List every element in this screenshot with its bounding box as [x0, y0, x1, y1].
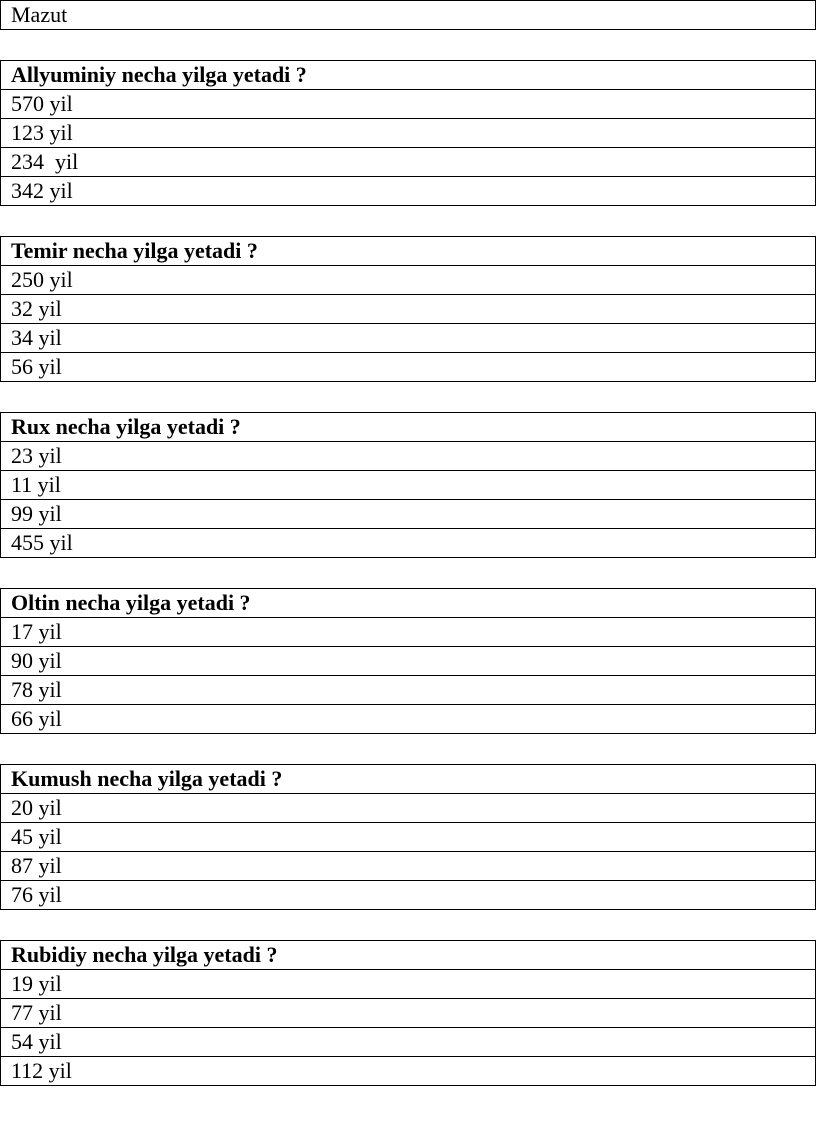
answer-cell: 342 yil [1, 177, 816, 206]
table-row [1, 529, 816, 558]
question-cell: Temir necha yilga yetadi ? [1, 237, 816, 266]
table-row [1, 471, 816, 500]
table-row [1, 970, 816, 999]
table-row [1, 852, 816, 881]
answer-cell: Mazut [1, 1, 816, 30]
table-row [1, 794, 816, 823]
table-row [1, 353, 816, 382]
answer-cell: 54 yil [1, 1028, 816, 1057]
question-cell: Rux necha yilga yetadi ? [1, 413, 816, 442]
table-row [1, 119, 816, 148]
question-cell: Kumush necha yilga yetadi ? [1, 765, 816, 794]
question-table [0, 60, 816, 206]
table-row [1, 618, 816, 647]
table-row [1, 1028, 816, 1057]
answer-cell: 66 yil [1, 705, 816, 734]
answer-cell: 11 yil [1, 471, 816, 500]
answer-cell: 32 yil [1, 295, 816, 324]
answer-cell: 20 yil [1, 794, 816, 823]
table-row [1, 500, 816, 529]
spacer [0, 910, 816, 940]
table-row [1, 676, 816, 705]
answer-cell: 570 yil [1, 90, 816, 119]
answer-cell: 455 yil [1, 529, 816, 558]
answer-cell: 45 yil [1, 823, 816, 852]
table-row [1, 705, 816, 734]
answer-cell: 112 yil [1, 1057, 816, 1086]
table-row [1, 823, 816, 852]
answer-cell: 76 yil [1, 881, 816, 910]
table-row [1, 413, 816, 442]
question-table [0, 764, 816, 910]
answer-cell: 56 yil [1, 353, 816, 382]
spacer [0, 558, 816, 588]
table-row [1, 941, 816, 970]
table-row [1, 881, 816, 910]
answer-cell: 34 yil [1, 324, 816, 353]
table-row [1, 1, 816, 30]
table-row [1, 999, 816, 1028]
question-table [0, 588, 816, 734]
spacer [0, 734, 816, 764]
question-cell: Allyuminiy necha yilga yetadi ? [1, 61, 816, 90]
question-cell: Rubidiy necha yilga yetadi ? [1, 941, 816, 970]
spacer [0, 206, 816, 236]
answer-cell: 99 yil [1, 500, 816, 529]
answer-cell: 87 yil [1, 852, 816, 881]
table-row [1, 324, 816, 353]
spacer [0, 382, 816, 412]
table-row [1, 61, 816, 90]
table-row [1, 589, 816, 618]
answer-cell: 78 yil [1, 676, 816, 705]
question-table [0, 412, 816, 558]
table-row [1, 442, 816, 471]
question-table [0, 940, 816, 1086]
table-row [1, 90, 816, 119]
table-row [1, 148, 816, 177]
answer-cell: 19 yil [1, 970, 816, 999]
answer-cell: 17 yil [1, 618, 816, 647]
table-row [1, 177, 816, 206]
answer-table-top [0, 0, 816, 30]
answer-cell: 123 yil [1, 119, 816, 148]
spacer [0, 30, 816, 60]
table-row [1, 266, 816, 295]
answer-cell: 250 yil [1, 266, 816, 295]
answer-cell: 234 yil [1, 148, 816, 177]
answer-cell: 77 yil [1, 999, 816, 1028]
answer-cell: 90 yil [1, 647, 816, 676]
table-row [1, 237, 816, 266]
question-cell: Oltin necha yilga yetadi ? [1, 589, 816, 618]
table-row [1, 647, 816, 676]
table-row [1, 765, 816, 794]
table-row [1, 1057, 816, 1086]
answer-cell: 23 yil [1, 442, 816, 471]
table-row [1, 295, 816, 324]
question-table [0, 236, 816, 382]
